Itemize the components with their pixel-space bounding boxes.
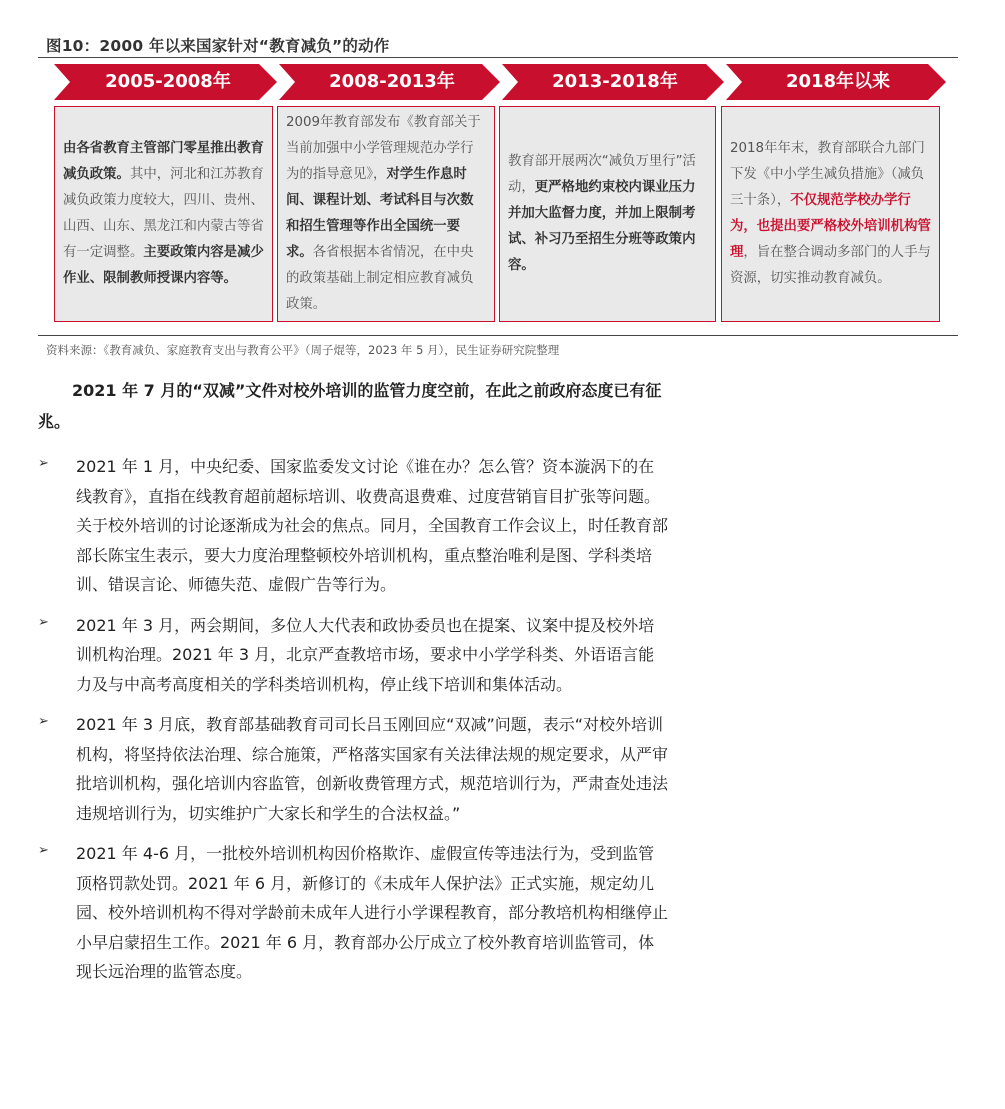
bullet-text: 2021 年 1 月，中央纪委、国家监委发文讨论《谁在办？怎么管？资本漩涡下的在线教育》，直指在线教育超前超标培训、收费高退费难、过度营销盲目扩张等问题。关于校外培训的讨论逐渐成为社会的焦点。同月，全国教育工作会议上，时任教育部部长陈宝生表示，要大力度治理整顿校外培训机构，重点整治唯利是图、学科类培训、错误言论、师德失范、虚假广告等行为。	[76, 457, 669, 594]
bullet-text: 2021 年 3 月底，教育部基础教育司司长吕玉刚回应“双减”问题，表示“对校外培训机构，将坚持依法治理、综合施策，严格落实国家有关法律法规的规定要求，从严审批培训机构，强化培训内容监管，创新收费管理方式，规范培训行为，严肃查处违法违规培训行为，切实维护广大家长和学生的合法权益。”	[76, 715, 669, 823]
phase-box-2	[277, 106, 495, 322]
phase-box-2-text	[286, 110, 486, 318]
box-1-text-1: 由各省教育主管部门零星推出教育减负政策。	[63, 141, 264, 182]
source-note: 资料来源：《教育减负、家庭教育支出与教育公平》（周子焜等，2023 年 5 月），民生证券研究院整理	[46, 343, 560, 357]
phase-box-4	[721, 106, 940, 322]
bullet-list	[38, 452, 670, 998]
box-4-text-1: 2018年年末，教育部联合九部门下发《中小学生减负措施》（减负三十条），	[730, 141, 925, 208]
bullet-item	[38, 611, 670, 700]
figure-title: 图10：2000 年以来国家针对“教育减负”的动作	[46, 37, 390, 55]
bullet-item	[38, 452, 670, 600]
top-rule	[38, 57, 958, 58]
box-2-text-2: 对学生作息时间、课程计划、考试科目与次数和招生管理等作出全国统一要求。	[286, 167, 474, 260]
phase-box-1	[54, 106, 273, 322]
bullet-text: 2021 年 4-6 月，一批校外培训机构因价格欺诈、虚假宣传等违法行为，受到监管顶格罚款处罚。2021 年 6 月，新修订的《未成年人保护法》正式实施，规定幼儿园、校外培训机构不得对学龄前未成年人进行小学课程教育，部分教培机构相继停止小早启蒙招生工作。2021 年 6 月，教育部办公厅成立了校外教育培训监管司，体现长远治理的监管态度。	[76, 844, 669, 981]
timeline-banner	[54, 64, 954, 100]
bullet-item	[38, 839, 670, 987]
box-4-text-2: 不仅规范学校办学行为，也提出要严格校外培训机构管理	[730, 193, 931, 260]
box-2-text-3: 各省根据本省情况，在中央的政策基础上制定相应教育减负政策。	[286, 245, 474, 312]
bullet-arrow-icon: ➢	[38, 714, 49, 729]
box-3-text-1: 教育部开展两次“减负万里行”活动，	[508, 154, 696, 195]
box-2-text-1: 2009年教育部发布《教育部关于当前加强中小学管理规范办学行为的指导意见》，	[286, 115, 481, 182]
bullet-arrow-icon: ➢	[38, 456, 49, 471]
bullet-arrow-icon: ➢	[38, 614, 49, 630]
phase-box-1-text	[63, 136, 264, 292]
box-4-text-3: ，旨在整合调动多部门的人手与资源，切实推动教育减负。	[730, 245, 931, 286]
phase-label-1: 2005-2008年	[105, 71, 231, 92]
box-1-text-2: 其中，河北和江苏教育减负政策力度较大，四川、贵州、山西、山东、黑龙江和内蒙古等省有一定调整。	[63, 167, 264, 260]
bottom-rule	[38, 335, 958, 336]
phase-box-4-text	[730, 136, 931, 292]
phase-label-2: 2008-2013年	[329, 71, 455, 92]
bullet-arrow-icon: ➢	[38, 843, 49, 858]
box-1-text-3: 主要政策内容是减少作业、限制教师授课内容等。	[63, 245, 264, 286]
phase-box-3	[499, 106, 716, 322]
bullet-text: 2021 年 3 月，两会期间，多位人大代表和政协委员也在提案、议案中提及校外培训机构治理。2021 年 3 月，北京严查教培市场，要求中小学学科类、外语语言能力及与中高考高度相关的学科类培训机构，停止线下培训和集体活动。	[76, 615, 655, 694]
phase-label-4: 2018年以来	[785, 71, 891, 92]
phase-label-3: 2013-2018年	[552, 71, 678, 92]
phase-box-3-text	[508, 149, 707, 279]
bullet-item	[38, 710, 670, 828]
lead-paragraph: 2021 年 7 月的“双减”文件对校外培训的监管力度空前，在此之前政府态度已有征兆。	[38, 381, 662, 431]
box-3-text-2: 更严格地约束校内课业压力并加大监督力度，并加上限制考试、补习乃至招生分班等政策内容。	[508, 180, 696, 273]
